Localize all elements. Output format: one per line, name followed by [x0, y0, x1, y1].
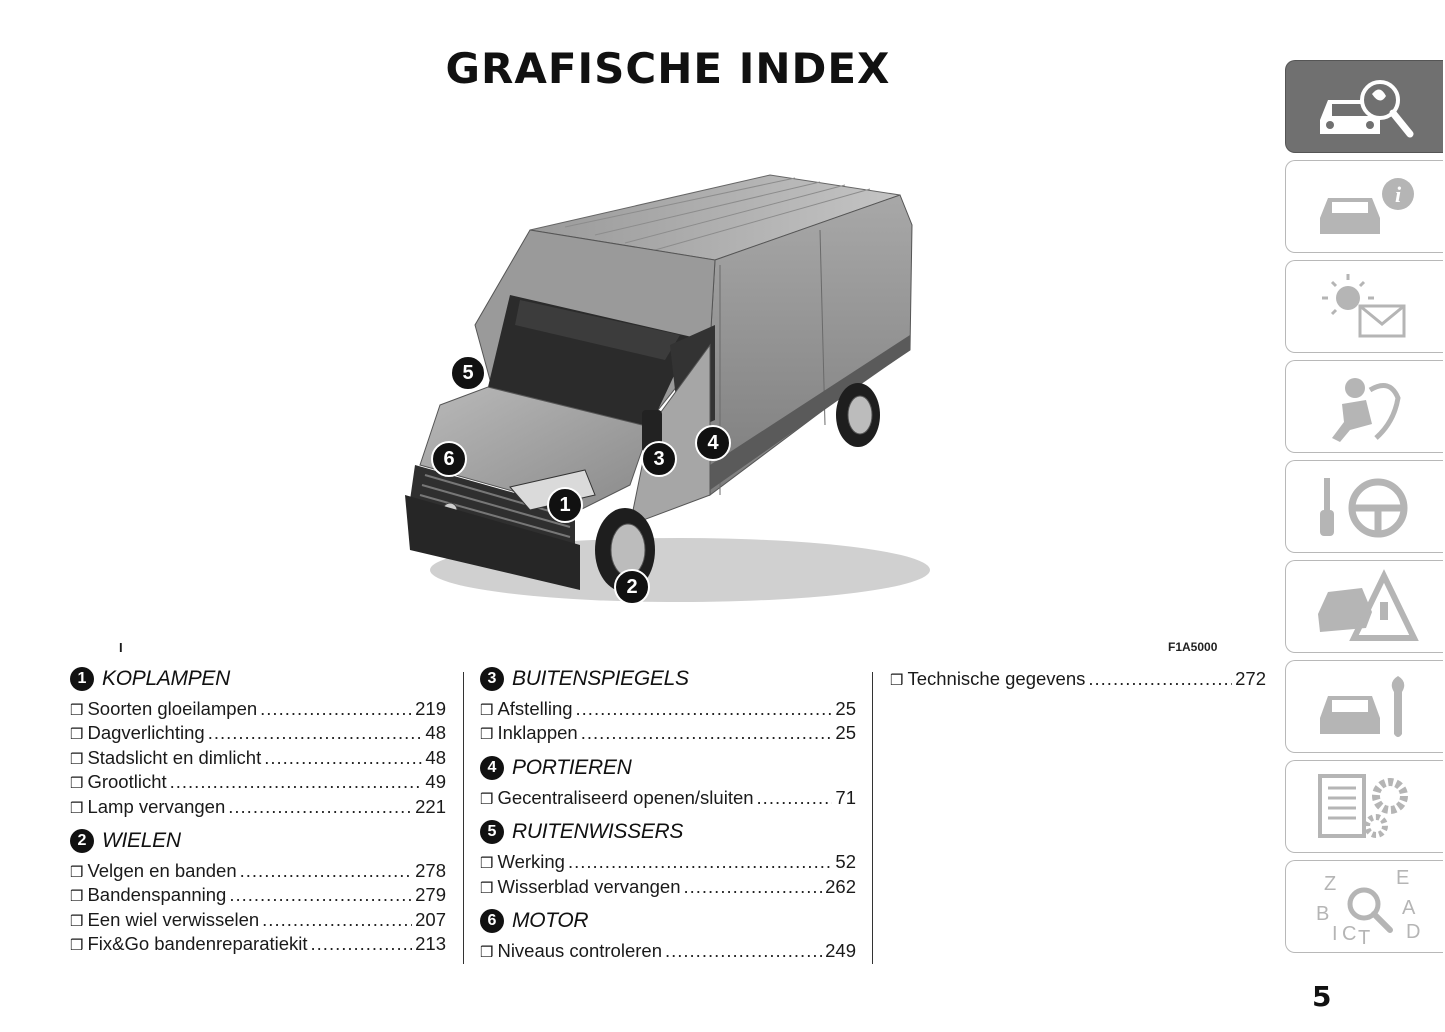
entry-page: 207 — [415, 908, 446, 930]
index-entry[interactable] — [70, 771, 446, 795]
section-title: RUITENWISSERS — [512, 820, 684, 844]
entry-label: Bandenspanning — [87, 884, 227, 906]
entry-page: 71 — [835, 786, 856, 808]
index-entry[interactable] — [70, 747, 446, 771]
checkbox-bullet-icon: ❒ — [70, 726, 84, 744]
checkbox-bullet-icon: ❒ — [70, 775, 84, 793]
section-title: WIELEN — [102, 828, 181, 852]
tab-maintenance[interactable] — [1285, 660, 1443, 753]
entry-page: 279 — [415, 884, 446, 906]
technical-data-gears-icon — [1310, 768, 1420, 846]
entry-label: Grootlicht — [87, 771, 167, 793]
entry-label: Gecentraliseerd openen/sluiten — [497, 786, 754, 808]
svg-text:D: D — [1405, 920, 1420, 943]
index-column-2 — [480, 666, 856, 964]
key-steering-wheel-icon — [1310, 468, 1420, 546]
entry-page: 213 — [415, 933, 446, 955]
entry-label: Soorten gloeilampen — [87, 698, 258, 719]
entry-label: Wisserblad vervangen — [497, 875, 681, 897]
section-header-ruitenwissers — [480, 819, 856, 845]
callout-5: 5 — [450, 355, 486, 391]
index-entry[interactable] — [480, 851, 856, 875]
checkbox-bullet-icon: ❒ — [480, 702, 494, 719]
svg-text:i: i — [1394, 181, 1401, 207]
svg-text:Z: Z — [1323, 872, 1336, 895]
checkbox-bullet-icon: ❒ — [70, 888, 84, 906]
checkbox-bullet-icon: ❒ — [70, 912, 84, 930]
section-title: KOPLAMPEN — [102, 667, 231, 690]
section-number: 1 — [70, 667, 94, 691]
index-entry[interactable] — [480, 787, 856, 811]
tab-safety[interactable] — [1285, 360, 1443, 453]
entry-label: Inklappen — [497, 722, 578, 744]
checkbox-bullet-icon: ❒ — [480, 790, 494, 808]
tab-alphabetical-index[interactable] — [1285, 860, 1443, 953]
car-info-icon — [1310, 168, 1420, 246]
callout-4: 4 — [695, 425, 731, 461]
page-number: 5 — [1312, 980, 1332, 1013]
index-entry[interactable] — [70, 909, 446, 933]
tab-warning-lights[interactable] — [1285, 260, 1443, 353]
entry-page: 219 — [415, 698, 446, 719]
checkbox-bullet-icon: ❒ — [70, 750, 84, 768]
tab-starting-driving[interactable] — [1285, 460, 1443, 553]
entry-label: Velgen en banden — [87, 859, 237, 881]
checkbox-bullet-icon: ❒ — [480, 879, 494, 897]
svg-text:A: A — [1401, 896, 1415, 919]
entry-label: Fix&Go bandenreparatiekit — [87, 933, 308, 955]
section-title: BUITENSPIEGELS — [512, 667, 689, 690]
index-entry[interactable] — [480, 876, 856, 900]
checkbox-bullet-icon: ❒ — [70, 702, 84, 719]
checkbox-bullet-icon: ❒ — [70, 937, 84, 955]
entry-label: Stadslicht en dimlicht — [87, 746, 262, 768]
entry-page: 25 — [835, 698, 856, 719]
entry-page: 49 — [425, 771, 446, 793]
warning-light-message-icon — [1310, 268, 1420, 346]
section-header-motor — [480, 908, 856, 934]
index-column-1 — [70, 666, 446, 958]
entry-page: 262 — [825, 875, 856, 897]
entry-label: Niveaus controleren — [497, 939, 662, 961]
section-number: 3 — [480, 667, 504, 691]
index-entry[interactable] — [890, 668, 1266, 692]
callout-6: 6 — [431, 441, 467, 477]
section-number: 2 — [70, 829, 94, 853]
figure-code: F1A5000 — [1168, 640, 1218, 654]
checkbox-bullet-icon: ❒ — [480, 855, 494, 873]
index-entry[interactable] — [70, 884, 446, 908]
section-title: PORTIEREN — [512, 755, 632, 779]
entry-label: Dagverlichting — [87, 722, 205, 744]
entry-page: 52 — [835, 851, 856, 873]
checkbox-bullet-icon: ❒ — [890, 672, 904, 689]
index-entry[interactable] — [480, 698, 856, 722]
svg-text:T: T — [1357, 926, 1370, 946]
section-title: MOTOR — [512, 908, 589, 932]
tab-car-info[interactable] — [1285, 160, 1443, 253]
svg-text:C: C — [1341, 922, 1356, 945]
callout-3: 3 — [641, 441, 677, 477]
tab-emergency[interactable] — [1285, 560, 1443, 653]
svg-text:B: B — [1315, 902, 1329, 925]
index-entry[interactable] — [70, 933, 446, 957]
svg-text:I: I — [1331, 922, 1338, 945]
entry-page: 48 — [425, 746, 446, 768]
entry-page: 221 — [415, 795, 446, 817]
entry-page: 48 — [425, 722, 446, 744]
entry-page: 278 — [415, 859, 446, 881]
section-number: 5 — [480, 820, 504, 844]
entry-page: 25 — [835, 722, 856, 744]
entry-label: Werking — [497, 851, 565, 873]
svg-text:E: E — [1395, 867, 1409, 889]
car-maintenance-wrench-icon — [1310, 668, 1420, 746]
tab-technical-data[interactable] — [1285, 760, 1443, 853]
index-entry[interactable] — [480, 722, 856, 746]
section-number: 6 — [480, 909, 504, 933]
section-header-koplampen — [70, 666, 446, 692]
page-title: GRAFISCHE INDEX — [445, 44, 891, 93]
index-entry[interactable] — [70, 722, 446, 746]
column-divider — [463, 672, 464, 964]
index-entry[interactable] — [70, 796, 446, 820]
alphabetical-index-icon — [1310, 868, 1420, 946]
section-header-wielen — [70, 828, 446, 854]
entry-label: Een wiel verwisselen — [87, 908, 260, 930]
section-number: 4 — [480, 756, 504, 780]
section-header-portieren — [480, 755, 856, 781]
index-entry[interactable] — [480, 940, 856, 964]
emergency-car-triangle-icon — [1310, 568, 1420, 646]
checkbox-bullet-icon: ❒ — [70, 799, 84, 817]
figure-side-marker: I — [119, 640, 123, 655]
index-entry[interactable] — [70, 860, 446, 884]
column-divider — [872, 672, 873, 964]
checkbox-bullet-icon: ❒ — [480, 943, 494, 961]
entry-page: 272 — [1235, 668, 1266, 689]
car-search-icon — [1310, 68, 1420, 146]
section-header-buitenspiegels — [480, 666, 856, 692]
checkbox-bullet-icon: ❒ — [480, 726, 494, 744]
checkbox-bullet-icon: ❒ — [70, 863, 84, 881]
entry-label: Technische gegevens — [907, 668, 1086, 689]
entry-label: Lamp vervangen — [87, 795, 226, 817]
index-column-3 — [890, 668, 1266, 692]
entry-page: 249 — [825, 939, 856, 961]
entry-label: Afstelling — [497, 698, 573, 719]
safety-airbag-icon — [1310, 368, 1420, 446]
callout-2: 2 — [614, 569, 650, 605]
callout-1: 1 — [547, 487, 583, 523]
tab-graphic-index[interactable] — [1285, 60, 1443, 153]
index-entry[interactable] — [70, 698, 446, 722]
